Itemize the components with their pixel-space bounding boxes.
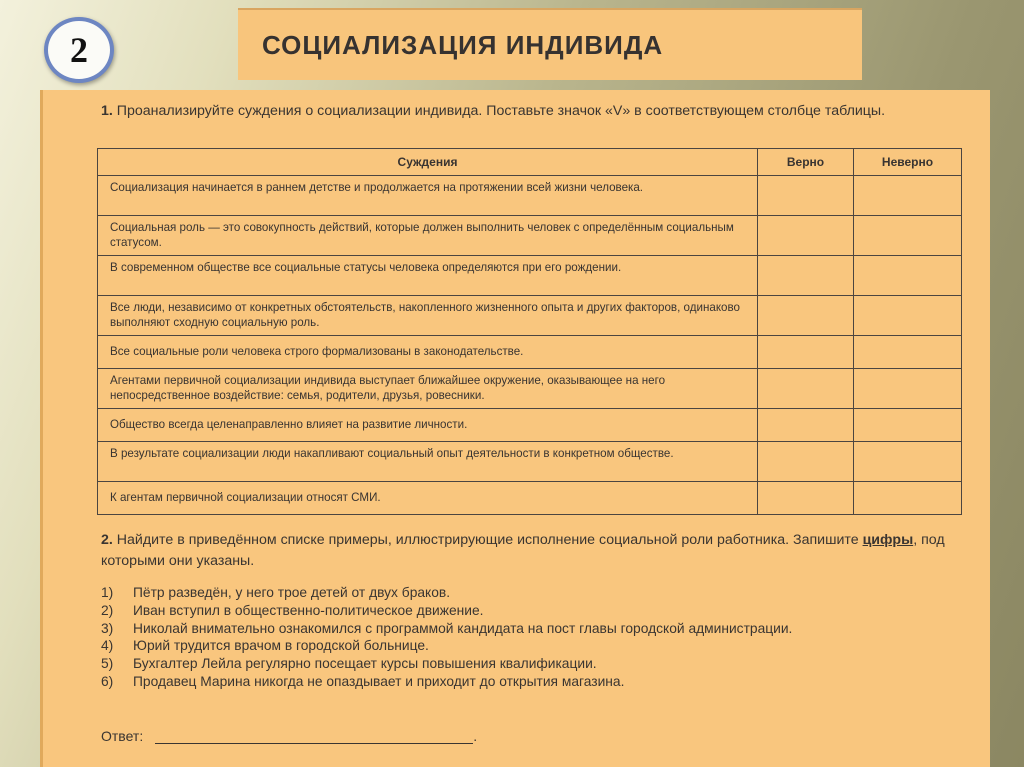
page-title: СОЦИАЛИЗАЦИЯ ИНДИВИДА bbox=[262, 29, 664, 60]
list-item bbox=[101, 620, 963, 638]
false-cell[interactable] bbox=[854, 216, 962, 256]
worksheet bbox=[40, 90, 990, 767]
judgment-text: Социальная роль — это совокупность действий, которые должен выполнить человек с определённым социальным статусом. bbox=[98, 216, 758, 256]
option-number: 1) bbox=[101, 585, 114, 600]
option-number: 6) bbox=[101, 673, 114, 689]
false-cell[interactable] bbox=[854, 336, 962, 369]
table-header-row bbox=[98, 149, 962, 176]
option-text: Продавец Марина никогда не опаздывает и приходит до открытия магазина. bbox=[133, 673, 625, 689]
task2-options-list bbox=[101, 584, 963, 691]
table-row bbox=[98, 482, 962, 515]
header-false: Неверно bbox=[854, 149, 962, 176]
true-cell[interactable] bbox=[758, 369, 854, 409]
judgment-text: Общество всегда целенаправленно влияет на развитие личности. bbox=[98, 409, 758, 442]
option-text: Николай внимательно ознакомился с программой кандидата на пост главы городской администрации. bbox=[133, 620, 793, 636]
false-cell[interactable] bbox=[854, 296, 962, 336]
header-judgments: Суждения bbox=[98, 149, 758, 176]
task1-instruction bbox=[101, 102, 963, 121]
header-true: Верно bbox=[758, 149, 854, 176]
false-cell[interactable] bbox=[854, 442, 962, 482]
answer-field[interactable] bbox=[155, 730, 473, 744]
false-cell[interactable] bbox=[854, 482, 962, 515]
list-item bbox=[101, 673, 963, 691]
list-item bbox=[101, 655, 963, 673]
task2-number: 2. bbox=[101, 532, 113, 548]
option-number: 4) bbox=[101, 638, 114, 654]
table-row bbox=[98, 256, 962, 296]
answer-end: . bbox=[473, 728, 478, 744]
false-cell[interactable] bbox=[854, 369, 962, 409]
list-item bbox=[101, 584, 963, 602]
true-cell[interactable] bbox=[758, 442, 854, 482]
judgment-text: К агентам первичной социализации относят СМИ. bbox=[98, 482, 758, 515]
table-row bbox=[98, 296, 962, 336]
table-row bbox=[98, 442, 962, 482]
answer-row bbox=[101, 728, 477, 744]
true-cell[interactable] bbox=[758, 216, 854, 256]
true-cell[interactable] bbox=[758, 409, 854, 442]
true-cell[interactable] bbox=[758, 296, 854, 336]
table-row bbox=[98, 409, 962, 442]
answer-label: Ответ: bbox=[101, 728, 144, 744]
slide-number: 2 bbox=[70, 30, 88, 70]
slide-number-badge bbox=[44, 17, 114, 83]
option-text: Иван вступил в общественно-политическое движение. bbox=[133, 602, 484, 618]
option-number: 3) bbox=[101, 620, 114, 636]
task1-number: 1. bbox=[101, 103, 113, 119]
task2-instruction bbox=[101, 530, 963, 572]
table-row bbox=[98, 369, 962, 409]
judgments-table bbox=[97, 148, 962, 515]
option-number: 2) bbox=[101, 602, 114, 618]
title-banner bbox=[238, 8, 862, 80]
judgment-text: Все социальные роли человека строго формализованы в законодательстве. bbox=[98, 336, 758, 369]
option-text: Бухгалтер Лейла регулярно посещает курсы повышения квалификации. bbox=[133, 656, 597, 672]
judgment-text: В результате социализации люди накапливают социальный опыт деятельности в конкретном обществе. bbox=[98, 442, 758, 482]
true-cell[interactable] bbox=[758, 336, 854, 369]
judgment-text: Все люди, независимо от конкретных обстоятельств, накопленного жизненного опыта и других факторов, одинаково выполняют сходную социальную роль. bbox=[98, 296, 758, 336]
task1-instruction-text: Проанализируйте суждения о социализации индивида. Поставьте значок «V» в соответствующем столбце таблицы. bbox=[116, 103, 886, 119]
list-item bbox=[101, 637, 963, 655]
false-cell[interactable] bbox=[854, 256, 962, 296]
judgment-text: В современном обществе все социальные статусы человека определяются при его рождении. bbox=[98, 256, 758, 296]
false-cell[interactable] bbox=[854, 176, 962, 216]
true-cell[interactable] bbox=[758, 482, 854, 515]
option-text: Пётр разведён, у него трое детей от двух браков. bbox=[133, 585, 451, 600]
true-cell[interactable] bbox=[758, 176, 854, 216]
task2-instruction-emph: цифры bbox=[862, 532, 914, 548]
true-cell[interactable] bbox=[758, 256, 854, 296]
option-number: 5) bbox=[101, 656, 114, 672]
option-text: Юрий трудится врачом в городской больнице. bbox=[133, 638, 429, 654]
list-item bbox=[101, 602, 963, 620]
judgment-text: Агентами первичной социализации индивида выступает ближайшее окружение, оказывающее на него непосредственное воздействие: семья, родители, друзья, ровесники. bbox=[98, 369, 758, 409]
false-cell[interactable] bbox=[854, 409, 962, 442]
table-row bbox=[98, 336, 962, 369]
task2-instruction-before: Найдите в приведённом списке примеры, иллюстрирующие исполнение социальной роли работника. Запишите bbox=[116, 532, 859, 548]
table-row bbox=[98, 176, 962, 216]
table-row bbox=[98, 216, 962, 256]
task2-instruction-after: , под которыми они указаны. bbox=[101, 532, 945, 569]
judgment-text: Социализация начинается в раннем детстве и продолжается на протяжении всей жизни человека. bbox=[98, 176, 758, 216]
